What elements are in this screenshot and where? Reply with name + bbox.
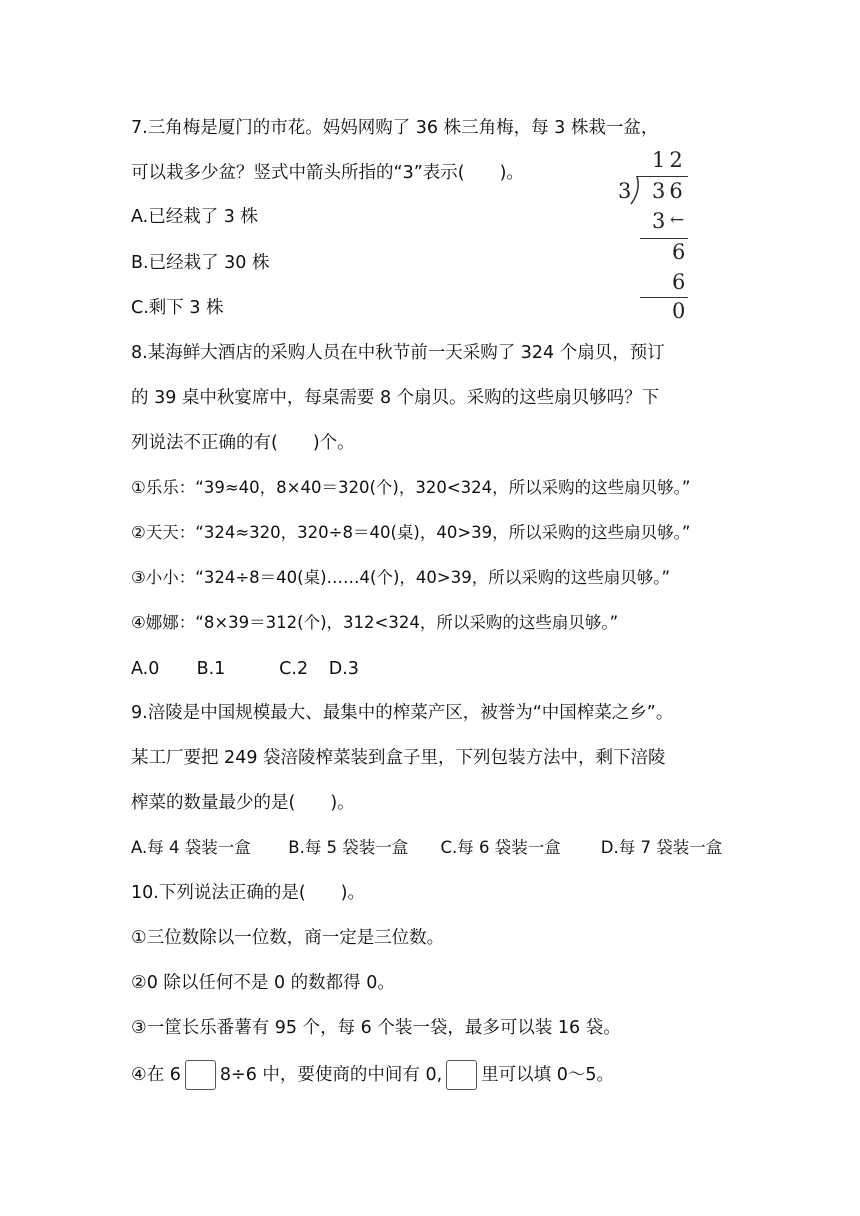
division-remainder2: 0 — [672, 299, 686, 323]
blank-box-2 — [446, 1060, 477, 1090]
division-dividend: 36 — [652, 179, 687, 203]
q10-item4-part3: 里可以填 0～5。 — [481, 1065, 614, 1085]
q10-item-2: ②0 除以任何不是 0 的数都得 0。 — [131, 973, 395, 993]
q9-line3: 榨菜的数量最少的是( )。 — [131, 793, 355, 813]
q9-line1: 9.涪陵是中国规模最大、最集中的榨菜产区，被誉为“中国榨菜之乡”。 — [131, 703, 674, 723]
division-bar — [636, 176, 688, 177]
q10-item4-part2: 8÷6 中，要使商的中间有 0, — [219, 1065, 443, 1085]
q8-option-a: A.0 — [131, 659, 160, 679]
long-division-diagram — [612, 146, 702, 326]
q8-option-c: C.2 — [279, 659, 309, 679]
q8-option-b: B.1 — [196, 659, 226, 679]
q9-line2: 某工厂要把 249 袋涪陵榨菜装到盒子里，下列包装方法中，剩下涪陵 — [131, 748, 666, 768]
q9-options — [131, 835, 722, 861]
q8-item-3: ③小小：“324÷8＝40(桌)……4(个)，40>39，所以采购的这些扇贝够。” — [131, 568, 671, 587]
q9-option-d: D.每 7 袋装一盒 — [600, 838, 723, 857]
division-quotient: 12 — [652, 148, 687, 172]
q8-line3: 列说法不正确的有( )个。 — [131, 433, 355, 453]
division-bracket — [630, 176, 640, 206]
q8-options — [131, 656, 359, 682]
division-divisor: 3 — [618, 179, 632, 203]
q9-option-a: A.每 4 袋装一盒 — [131, 838, 251, 857]
q8-line2: 的 39 桌中秋宴席中，每桌需要 8 个扇贝。采购的这些扇贝够吗？下 — [131, 388, 660, 408]
division-step1: 3 — [652, 209, 666, 233]
division-line-2 — [640, 297, 688, 298]
q10-item-4 — [131, 1060, 614, 1090]
q7-line1: 7.三角梅是厦门的市花。妈妈网购了 36 株三角梅，每 3 株栽一盆， — [131, 118, 659, 138]
q7-option-c: C.剩下 3 株 — [131, 298, 224, 318]
q7-option-a: A.已经栽了 3 株 — [131, 207, 258, 227]
q8-item-2: ②天天：“324≈320，320÷8＝40(桌)，40>39，所以采购的这些扇贝够。” — [131, 523, 691, 542]
blank-box-1 — [185, 1060, 216, 1090]
q8-item-4: ④娜娜：“8×39＝312(个)，312<324，所以采购的这些扇贝够。” — [131, 613, 619, 632]
q8-item-1: ①乐乐：“39≈40，8×40＝320(个)，320<324，所以采购的这些扇贝够。” — [131, 478, 691, 497]
division-remainder1: 6 — [672, 240, 686, 264]
division-step2: 6 — [672, 270, 686, 294]
q7-line2: 可以栽多少盆？竖式中箭头所指的“3”表示( )。 — [131, 163, 524, 183]
q8-line1: 8.某海鲜大酒店的采购人员在中秋节前一天采购了 324 个扇贝，预订 — [131, 343, 665, 363]
q10-line1: 10.下列说法正确的是( )。 — [131, 883, 365, 903]
q9-option-c: C.每 6 袋装一盒 — [440, 838, 561, 857]
arrow-left-icon: ← — [670, 210, 685, 230]
q10-item4-part1: ④在 6 — [131, 1065, 181, 1085]
q9-option-b: B.每 5 袋装一盒 — [288, 838, 409, 857]
q8-option-d: D.3 — [328, 659, 359, 679]
q10-item-1: ①三位数除以一位数，商一定是三位数。 — [131, 928, 445, 948]
q7-option-b: B.已经栽了 30 株 — [131, 253, 270, 273]
q10-item-3: ③一筐长乐番薯有 95 个，每 6 个装一袋，最多可以装 16 袋。 — [131, 1018, 621, 1038]
division-line-1 — [640, 238, 688, 239]
